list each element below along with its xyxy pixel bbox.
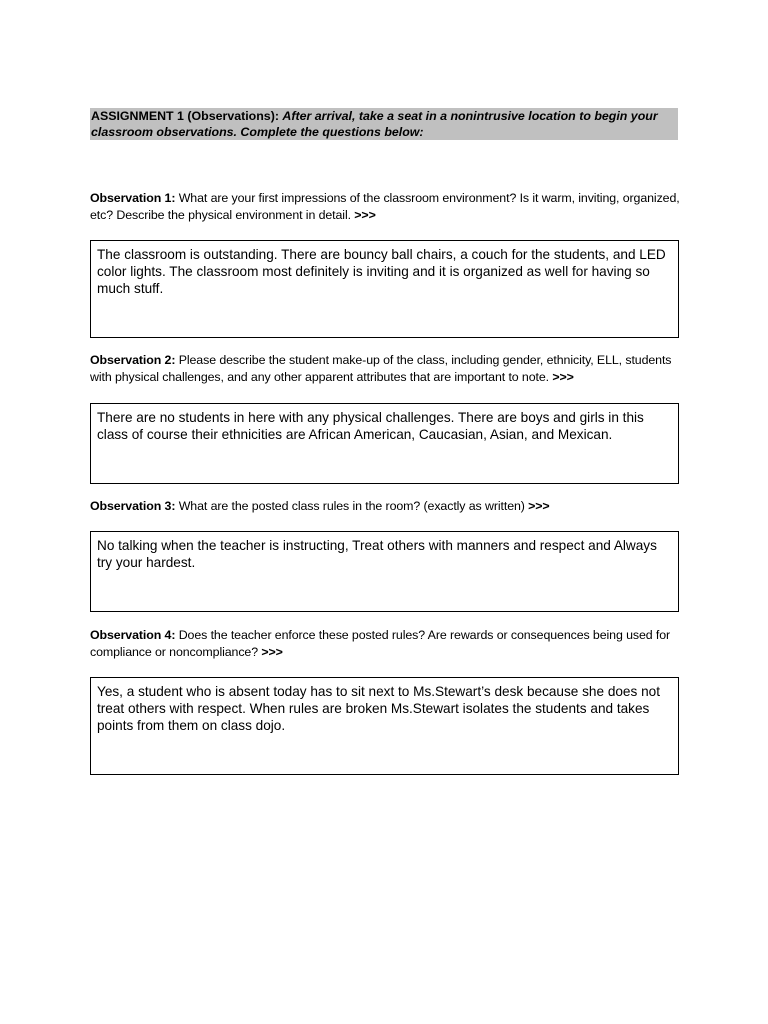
observation-4-answer: Yes, a student who is absent today has to sit next to Ms.Stewart’s desk because she does not treat others with respect. When rules are broken Ms.Stewart isolates the students and takes points from them on class dojo. <box>97 684 660 733</box>
assignment-instructions: After arrival, take a seat in a nonintrusive location to begin your classroom observations. Complete the questions below: <box>91 109 658 139</box>
assignment-label: ASSIGNMENT 1 (Observations): <box>91 109 279 123</box>
observation-2-answer: There are no students in here with any physical challenges. There are boys and girls in this class of course their ethnicities are African American, Caucasian, Asian, and Mexican. <box>97 410 644 442</box>
observation-3-label: Observation 3: <box>90 499 176 513</box>
observation-4-answer-box[interactable] <box>90 677 679 775</box>
observation-4-prompt <box>90 627 690 661</box>
observation-2-prompt <box>90 352 690 386</box>
observation-4-arrows: >>> <box>261 645 283 659</box>
observation-3-answer-box[interactable] <box>90 531 679 612</box>
observation-1-answer: The classroom is outstanding. There are bouncy ball chairs, a couch for the students, and LED color lights. The classroom most definitely is inviting and it is organized as well for having so much stuff. <box>97 247 666 296</box>
observation-2-arrows: >>> <box>552 370 574 384</box>
observation-1-question: What are your first impressions of the classroom environment? Is it warm, inviting, organized, etc? Describe the physical environment in detail. <box>90 191 680 222</box>
observation-3-arrows: >>> <box>528 499 550 513</box>
assignment-header <box>90 108 678 140</box>
observation-2-label: Observation 2: <box>90 353 176 367</box>
observation-4-label: Observation 4: <box>90 628 176 642</box>
observation-4-question: Does the teacher enforce these posted rules? Are rewards or consequences being used for compliance or noncompliance? <box>90 628 671 659</box>
observation-2-question: Please describe the student make-up of the class, including gender, ethnicity, ELL, students with physical challenges, and any other apparent attributes that are important to note. <box>90 353 672 384</box>
observation-3-question: What are the posted class rules in the room? (exactly as written) <box>178 499 525 513</box>
observation-1-answer-box[interactable] <box>90 240 679 338</box>
observation-2-answer-box[interactable] <box>90 403 679 484</box>
observation-1-label: Observation 1: <box>90 191 176 205</box>
observation-3-answer: No talking when the teacher is instructing, Treat others with manners and respect and Always try your hardest. <box>97 538 657 570</box>
observation-1-arrows: >>> <box>354 208 376 222</box>
observation-3-prompt <box>90 498 690 515</box>
observation-1-prompt <box>90 190 690 224</box>
